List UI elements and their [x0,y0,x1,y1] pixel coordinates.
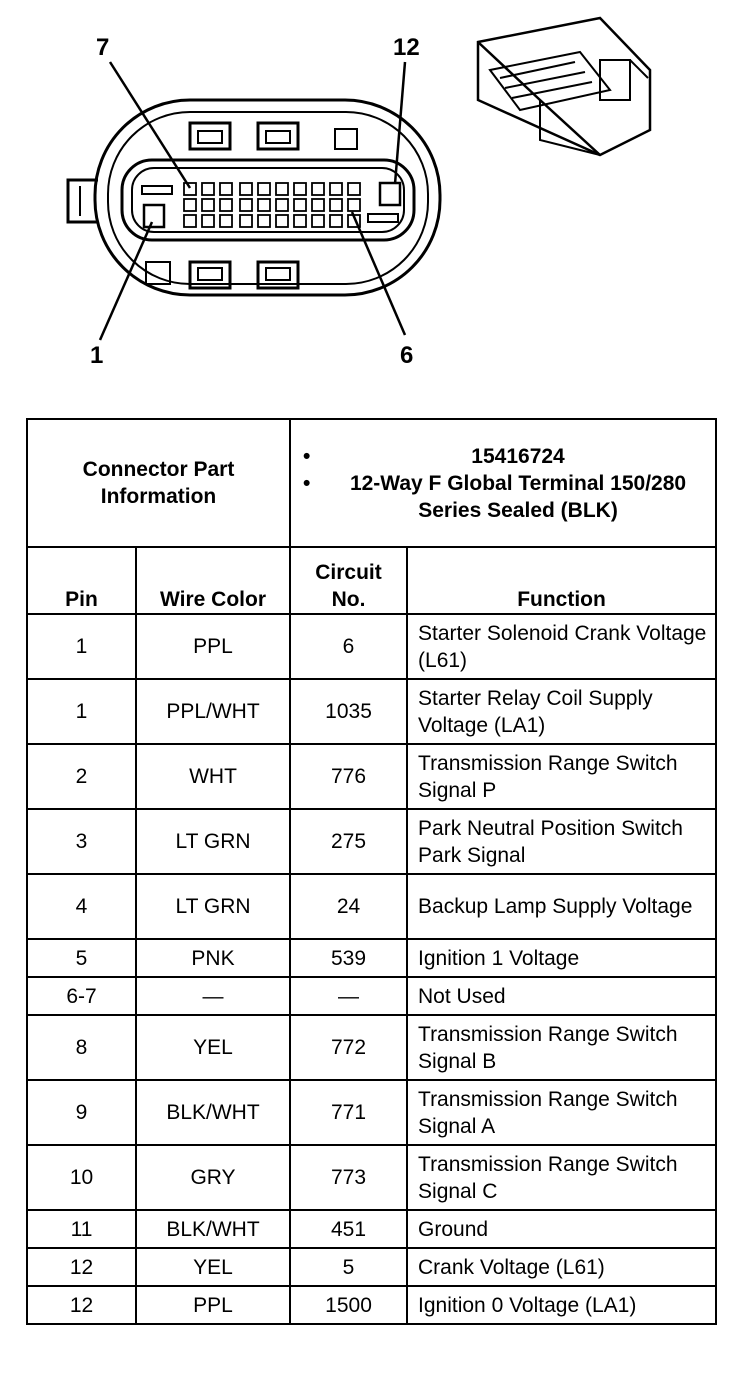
cell-wire-color: PPL [136,614,290,679]
connector-pinout-table [26,418,717,1325]
cell-function: Park Neutral Position Switch Park Signal [407,809,716,874]
cell-wire-color: BLK/WHT [136,1210,290,1248]
table-row [27,1286,716,1324]
connector-info-item: • 15416724 [303,444,565,468]
cell-pin: 4 [27,874,136,939]
cell-pin: 1 [27,679,136,744]
cell-wire-color: YEL [136,1248,290,1286]
connector-info-row [27,419,716,547]
header-function: Function [407,547,716,614]
callout-12: 12 [393,34,420,61]
cell-pin: 9 [27,1080,136,1145]
cell-function: Starter Relay Coil Supply Voltage (LA1) [407,679,716,744]
cell-function: Ignition 1 Voltage [407,939,716,977]
cell-circuit: 773 [290,1145,407,1210]
table-row [27,744,716,809]
cell-wire-color: PPL/WHT [136,679,290,744]
cell-wire-color: BLK/WHT [136,1080,290,1145]
cell-function: Starter Solenoid Crank Voltage (L61) [407,614,716,679]
header-wire-color: Wire Color [136,547,290,614]
cell-wire-color: LT GRN [136,809,290,874]
cell-function: Backup Lamp Supply Voltage [407,874,716,939]
table-row [27,874,716,939]
table-row [27,1080,716,1145]
table-row [27,977,716,1015]
cell-circuit: 772 [290,1015,407,1080]
connector-iso-view [478,18,650,155]
table-row [27,1210,716,1248]
cell-circuit: 1035 [290,679,407,744]
cell-circuit: 24 [290,874,407,939]
cell-circuit: 776 [290,744,407,809]
cell-function: Ignition 0 Voltage (LA1) [407,1286,716,1324]
cell-pin: 12 [27,1248,136,1286]
table-row [27,679,716,744]
table-header-row [27,547,716,614]
cell-circuit: 1500 [290,1286,407,1324]
cell-wire-color: PPL [136,1286,290,1324]
table-row [27,809,716,874]
cell-circuit: 451 [290,1210,407,1248]
cell-function: Transmission Range Switch Signal A [407,1080,716,1145]
cell-wire-color: LT GRN [136,874,290,939]
cell-wire-color: GRY [136,1145,290,1210]
table-row [27,1015,716,1080]
cell-pin: 10 [27,1145,136,1210]
cell-circuit: 539 [290,939,407,977]
connector-diagram [0,0,752,400]
cell-pin: 11 [27,1210,136,1248]
cell-function: Transmission Range Switch Signal B [407,1015,716,1080]
cell-pin: 8 [27,1015,136,1080]
terminal-description: 12-Way F Global Terminal 150/280 Series Sealed (BLK) [349,471,687,522]
cell-pin: 3 [27,809,136,874]
cell-function: Not Used [407,977,716,1015]
cell-wire-color: WHT [136,744,290,809]
cell-circuit: — [290,977,407,1015]
cell-circuit: 771 [290,1080,407,1145]
table-row [27,1145,716,1210]
cell-pin: 2 [27,744,136,809]
cell-circuit: 6 [290,614,407,679]
callout-7: 7 [96,34,110,61]
connector-info-list [290,419,716,547]
table-row [27,1248,716,1286]
connector-info-label: Connector Part Information [27,419,290,547]
cell-function: Crank Voltage (L61) [407,1248,716,1286]
cell-pin: 5 [27,939,136,977]
header-circuit: Circuit No. [290,547,407,614]
part-number: 15416724 [471,444,565,468]
cell-pin: 1 [27,614,136,679]
connector-info-item: • 12-Way F Global Terminal 150/280 Series Sealed (BLK) [303,471,687,522]
cell-pin: 12 [27,1286,136,1324]
table-row [27,939,716,977]
cell-wire-color: — [136,977,290,1015]
cell-wire-color: PNK [136,939,290,977]
connector-face-drawing [0,0,752,400]
table-row [27,614,716,679]
cell-function: Transmission Range Switch Signal P [407,744,716,809]
cell-circuit: 5 [290,1248,407,1286]
cell-pin: 6-7 [27,977,136,1015]
cell-function: Ground [407,1210,716,1248]
cell-function: Transmission Range Switch Signal C [407,1145,716,1210]
cell-circuit: 275 [290,809,407,874]
callout-6: 6 [400,342,414,369]
callout-1: 1 [90,342,104,369]
cell-wire-color: YEL [136,1015,290,1080]
header-pin: Pin [27,547,136,614]
